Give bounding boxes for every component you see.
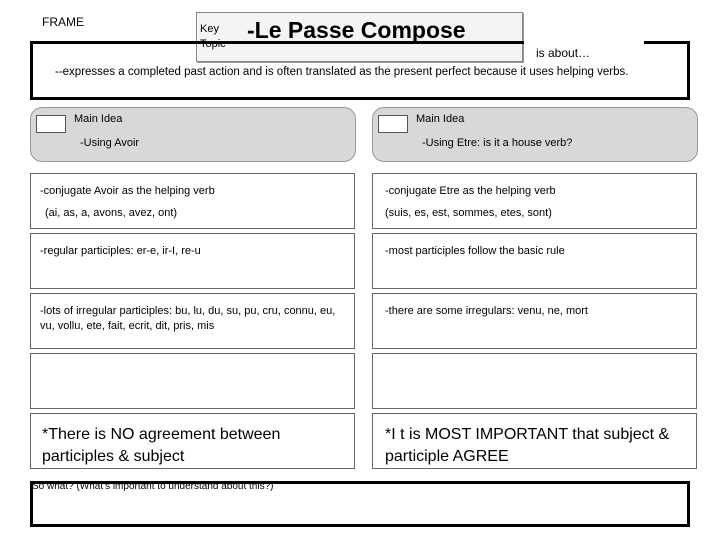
detail-key-point: *I t is MOST IMPORTANT that subject & participle AGREE — [385, 426, 670, 465]
main-idea-left — [30, 107, 356, 162]
detail-box-right-2 — [372, 233, 697, 289]
detail-line: -lots of irregular participles: bu, lu, du, su, pu, cru, connu, eu, vu, vollu, ete, fait, ecrit, dit, pris, mis — [40, 305, 336, 332]
detail-box-right-3 — [372, 293, 697, 349]
main-idea-right — [372, 107, 698, 162]
key-topic-line-2: Topic — [200, 38, 226, 50]
detail-line: (suis, es, est, sommes, etes, sont) — [385, 207, 552, 219]
detail-box-right-4 — [372, 353, 697, 409]
main-idea-text: -Using Etre: is it a house verb? — [422, 137, 573, 149]
detail-box-right-5 — [372, 413, 697, 469]
main-idea-text: -Using Avoir — [80, 137, 140, 149]
main-idea-checkbox[interactable] — [36, 115, 66, 133]
detail-box-left-4 — [30, 353, 355, 409]
detail-line: -conjugate Etre as the helping verb — [385, 185, 556, 197]
detail-box-left-2 — [30, 233, 355, 289]
detail-line: -there are some irregulars: venu, ne, mort — [385, 305, 588, 317]
is-about-label: is about… — [536, 46, 591, 60]
page-title: -Le Passe Compose — [247, 17, 466, 43]
so-what-label: So what? (What's important to understand about this?) — [32, 481, 274, 492]
main-idea-checkbox[interactable] — [378, 115, 408, 133]
main-idea-label: Main Idea — [416, 113, 465, 125]
main-idea-label: Main Idea — [74, 113, 123, 125]
about-text: --expresses a completed past action and is often translated as the present perfect because it uses helping verbs. — [55, 66, 629, 78]
frame-label: FRAME — [42, 15, 84, 29]
detail-key-point: *There is NO agreement between participles & subject — [42, 426, 281, 465]
detail-line: -regular participles: er-e, ir-I, re-u — [40, 245, 201, 257]
detail-line: -conjugate Avoir as the helping verb — [40, 185, 215, 197]
detail-box-left-1 — [30, 173, 355, 229]
detail-box-left-5 — [30, 413, 355, 469]
detail-box-left-3 — [30, 293, 355, 349]
key-topic-line-1: Key — [200, 23, 219, 35]
detail-line: -most participles follow the basic rule — [385, 245, 565, 257]
detail-line: (ai, as, a, avons, avez, ont) — [45, 207, 178, 219]
detail-box-right-1 — [372, 173, 697, 229]
